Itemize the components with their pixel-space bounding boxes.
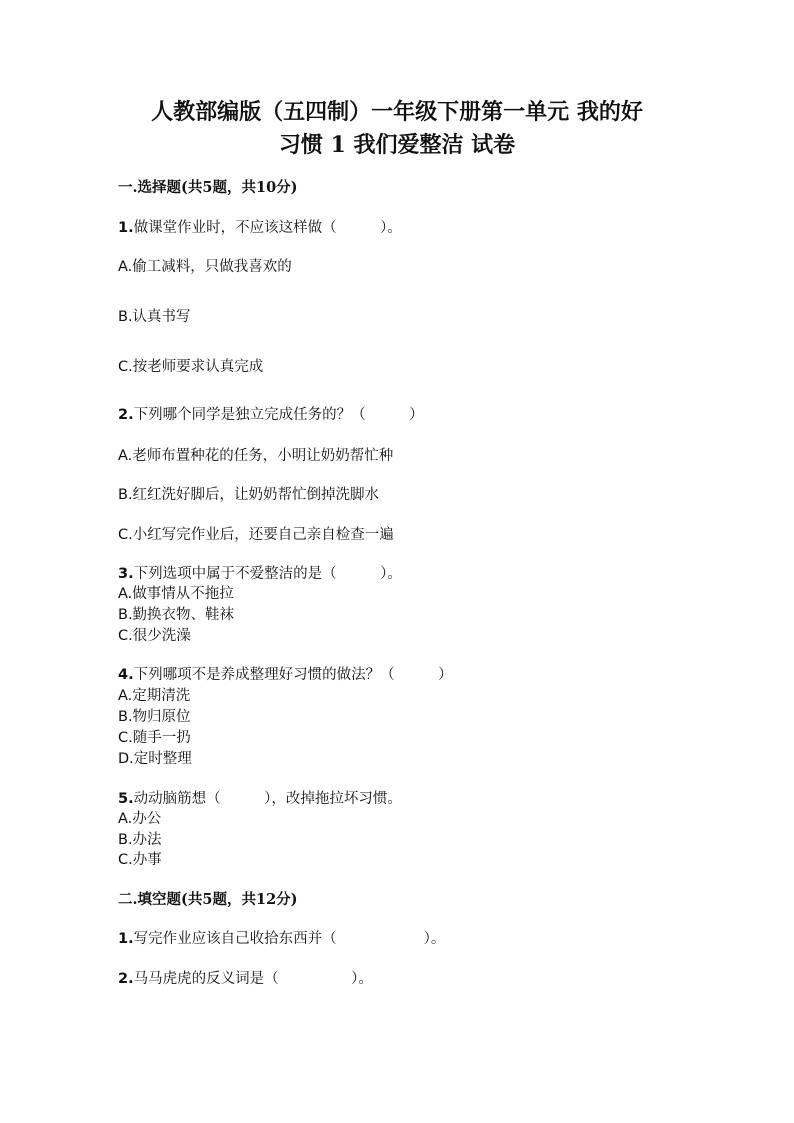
question-number: 5. (118, 791, 134, 807)
option-1a: A.偷工减料，只做我喜欢的 (118, 259, 292, 275)
fill-question-1 (118, 929, 445, 949)
option-4c: C.随手一扔 (118, 730, 191, 746)
question-number: 2. (118, 971, 134, 987)
question-number: 4. (118, 667, 134, 683)
fill-question-2 (118, 969, 373, 989)
question-text: 下列哪个同学是独立完成任务的？（ ） (133, 407, 424, 423)
document-title-line-1: 人教部编版（五四制）一年级下册第一单元 我的好 (151, 99, 643, 125)
option-4d: D.定时整理 (118, 751, 192, 767)
document-title-line-2: 习惯 1 我们爱整洁 试卷 (278, 132, 516, 158)
section-heading-fill-blank: 二.填空题(共5题，共12分) (118, 891, 298, 908)
option-1b: B.认真书写 (118, 309, 191, 325)
question-number: 1. (118, 220, 134, 236)
option-4b: B.物归原位 (118, 709, 191, 725)
option-1c: C.按老师要求认真完成 (118, 359, 264, 375)
option-2c: C.小红写完作业后，还要自己亲自检查一遍 (118, 527, 394, 543)
option-5a: A.办公 (118, 811, 162, 827)
question-text: 下列选项中属于不爱整洁的是（ ）。 (133, 566, 402, 582)
question-4 (118, 665, 453, 685)
question-1 (118, 218, 402, 238)
option-5b: B.办法 (118, 832, 162, 848)
question-number: 3. (118, 566, 134, 582)
question-text: 下列哪项不是养成整理好习惯的做法？（ ） (133, 667, 453, 683)
option-3b: B.勤换衣物、鞋袜 (118, 607, 235, 623)
question-number: 1. (118, 931, 134, 947)
question-text: 动动脑筋想（ ），改掉拖拉坏习惯。 (133, 791, 402, 807)
option-3a: A.做事情从不拖拉 (118, 586, 234, 602)
question-text: 马马虎虎的反义词是（ ）。 (133, 971, 373, 987)
option-2b: B.红红洗好脚后，让奶奶帮忙倒掉洗脚水 (118, 487, 380, 503)
question-number: 2. (118, 407, 134, 423)
question-text: 写完作业应该自己收拾东西并（ ）。 (133, 931, 446, 947)
option-2a: A.老师布置种花的任务，小明让奶奶帮忙种 (118, 448, 394, 464)
option-3c: C.很少洗澡 (118, 628, 191, 644)
question-text: 做课堂作业时，不应该这样做（ ）。 (133, 220, 402, 236)
option-5c: C.办事 (118, 852, 162, 868)
question-5 (118, 789, 402, 809)
question-2 (118, 405, 424, 425)
section-heading-choice: 一.选择题(共5题，共10分) (118, 179, 298, 196)
question-3 (118, 564, 402, 584)
option-4a: A.定期清洗 (118, 688, 191, 704)
